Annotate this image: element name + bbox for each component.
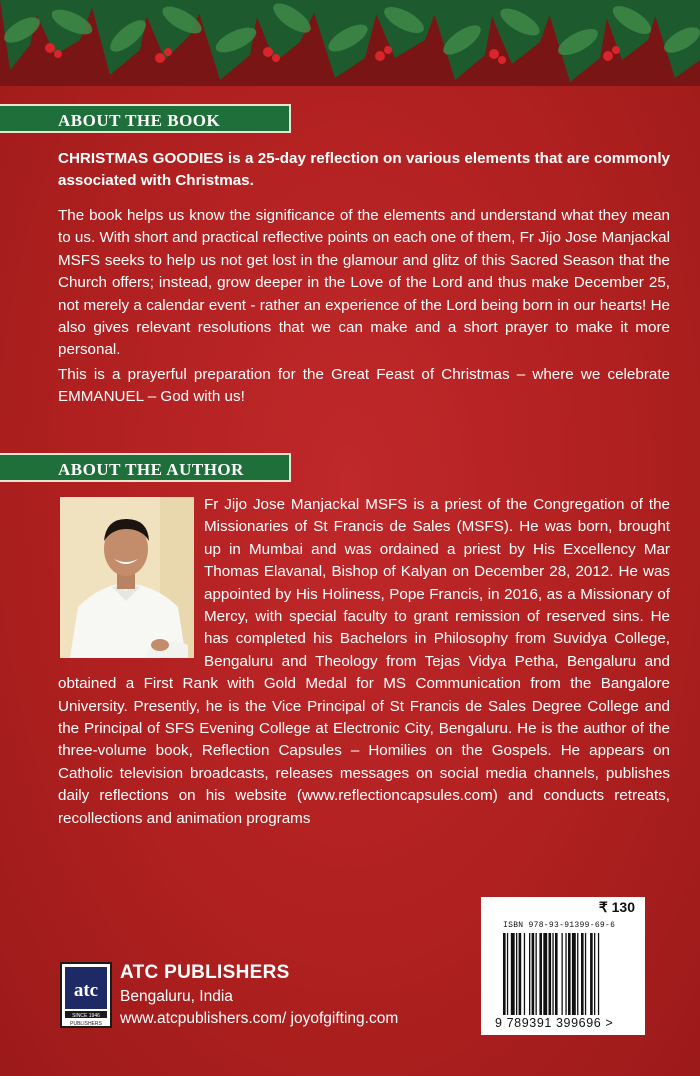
price-barcode-box (481, 897, 645, 1035)
publisher-website[interactable]: www.atcpublishers.com/ joyofgifting.com (120, 1010, 399, 1027)
logo-since-text: SINCE 1946 (72, 1013, 100, 1019)
author-bio-text (58, 494, 670, 830)
logo-publishers-text: PUBLISHERS (70, 1021, 102, 1027)
about-the-author-heading: ABOUT THE AUTHOR (0, 453, 291, 482)
book-closing-paragraph: This is a prayerful preparation for the Great Feast of Christmas – where we celebrate EMMANUEL – God with us! (58, 366, 670, 406)
book-lead-text: CHRISTMAS GOODIES is a 25-day reflection on various elements that are commonly associated with Christmas. (58, 150, 670, 190)
about-the-book-heading: ABOUT THE BOOK (0, 104, 291, 133)
book-description-paragraph: The book helps us know the significance of the elements and understand what they mean to us. With short and practical reflective points on each one of them, Fr Jijo Jose Manjackal MSFS seeks to help us not get lost in the glamour and glitz of this Sacred Season that the Church offers; instead, grow deeper in the Love of the Lord and thus make December 25, not merely a calendar event - rather an experience of the Lord being born in our hearts! He also gives relevant resolutions that we can make and a short prayer to make it more personal. (58, 207, 670, 359)
publisher-city: Bengaluru, India (120, 988, 233, 1005)
atc-publishers-logo (60, 962, 112, 1028)
publisher-name: ATC PUBLISHERS (120, 962, 290, 983)
isbn-label: ISBN 978-93-91399-69-6 (503, 921, 616, 930)
barcode-number: 9 789391 399696 > (495, 1016, 614, 1030)
holly-garland-decoration (0, 0, 700, 86)
logo-letters: atc (73, 980, 99, 1001)
barcode-graphic (503, 933, 631, 1015)
author-bio: Fr Jijo Jose Manjackal MSFS is a priest of the Congregation of the Missionaries of St Francis de Sales (MSFS). He was born, brought up in Mumbai and was ordained a priest by His Excellency Mar Thomas Elavanal, Bishop of Kalyan on December 28, 2012. He was appointed by His Holiness, Pope Francis, in 2016, as a Missionary of Mercy, with special faculty to grant remission of reserved sins. He has completed his Bachelors in Philosophy from Suvidya College, Bengaluru and Theology from Tejas Vidya Petha, Bengaluru and obtained a First Rank with Gold Medal for MS Communication from the Bangalore University. Presently, he is the Vice Principal of St Francis de Sales Degree College and the Principal of SFS Evening College at Electronic City, Bengaluru. He is the author of the three-volume book, Reflection Capsules – Homilies on the Gospels. He appears on Catholic television broadcasts, releases messages on social media channels, publishes daily reflections on his website (www.reflectioncapsules.com) and conducts retreats, recollections and animation programs (58, 496, 670, 827)
price-label: ₹ 130 (598, 899, 635, 915)
